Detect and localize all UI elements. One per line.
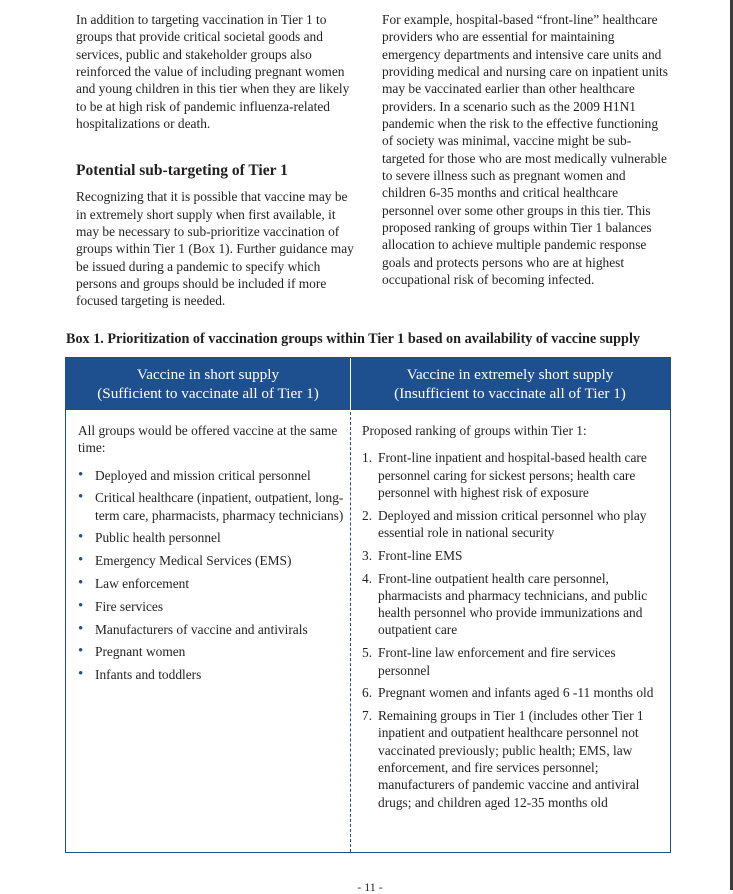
list-item	[78, 529, 344, 546]
bullet-icon: •	[78, 575, 84, 592]
header-extremely-short-supply-subtitle: (Insufficient to vaccinate all of Tier 1)	[394, 384, 626, 402]
bullet-icon: •	[78, 466, 84, 483]
intro-paragraph: In addition to targeting vaccination in Tier 1 to groups that provide critical societal goods and services, public and stakeholder groups also reinforced the value of including pregnant women and young children in this tier when they are likely to be at high risk of pandemic influenza-related hospitalizations or death.	[76, 12, 350, 132]
bullet-icon: •	[78, 643, 84, 660]
list-item	[78, 621, 344, 638]
header-short-supply	[66, 358, 350, 410]
left-text-column	[76, 11, 358, 310]
rank-text: Front-line outpatient health care personnel, pharmacists and pharmacy technicians, and public health personnel who provide immunizations and outpatient care	[378, 570, 648, 638]
prioritization-box	[65, 357, 671, 853]
list-item	[362, 449, 662, 501]
rank-number: 5.	[362, 645, 373, 661]
rank-number: 4.	[362, 570, 373, 586]
short-supply-group-list	[78, 467, 344, 684]
column-divider	[350, 412, 351, 852]
list-item	[362, 684, 662, 701]
box-header	[66, 358, 670, 410]
list-item	[78, 489, 344, 524]
box-title: Box 1. Prioritization of vaccination groups within Tier 1 based on availability of vaccine supply	[66, 331, 640, 347]
bullet-icon: •	[78, 597, 84, 614]
list-item-text: Deployed and mission critical personnel	[95, 467, 311, 483]
rank-text: Pregnant women and infants aged 6 -11 months old	[378, 685, 654, 701]
list-item	[78, 643, 344, 660]
list-item	[78, 467, 344, 484]
sub-targeting-paragraph: Recognizing that it is possible that vaccine may be in extremely short supply when first available, it may be necessary to sub-prioritize vaccination of groups within Tier 1 (Box 1). Further guidance may be issued during a pandemic to specify which persons and groups should be included if more focused targeting is needed.	[76, 189, 354, 309]
rank-text: Front-line EMS	[378, 547, 463, 563]
bullet-icon: •	[78, 552, 84, 569]
right-text-column	[382, 11, 672, 289]
list-item-text: Law enforcement	[95, 576, 190, 592]
header-short-supply-subtitle: (Sufficient to vaccinate all of Tier 1)	[97, 384, 319, 402]
list-item	[78, 552, 344, 569]
list-item-text: Infants and toddlers	[95, 667, 202, 683]
rank-text: Remaining groups in Tier 1 (includes other Tier 1 inpatient and outpatient healthcare personnel not vaccinated previously; public health; EMS, law enforcement, and fire services personnel; manufacturers of pandemic vaccine and antiviral drugs; and children aged 12-35 months old	[378, 708, 644, 810]
list-item	[362, 547, 662, 564]
rank-number: 1.	[362, 450, 373, 466]
section-heading: Potential sub-targeting of Tier 1	[76, 162, 288, 180]
rank-text: Deployed and mission critical personnel who play essential role in national security	[378, 507, 647, 540]
rank-number: 6.	[362, 685, 373, 701]
rank-text: Front-line law enforcement and fire services personnel	[378, 645, 616, 678]
short-supply-intro: All groups would be offered vaccine at the same time:	[78, 423, 338, 456]
list-item-text: Public health personnel	[95, 530, 221, 546]
page-number: - 11 -	[357, 880, 383, 894]
header-extremely-short-supply-title: Vaccine in extremely short supply	[406, 366, 614, 383]
rank-text: Front-line inpatient and hospital-based health care personnel caring for sickest persons; health care personnel with highest risk of exposure	[378, 450, 647, 500]
ranking-intro: Proposed ranking of groups within Tier 1:	[362, 423, 587, 438]
list-item	[362, 707, 662, 811]
list-item-text: Manufacturers of vaccine and antivirals	[95, 621, 308, 637]
ranking-list	[362, 449, 662, 811]
bullet-icon: •	[78, 666, 84, 683]
list-item	[78, 598, 344, 615]
extremely-short-supply-column	[362, 422, 662, 816]
header-extremely-short-supply	[350, 358, 670, 410]
list-item	[78, 666, 344, 683]
rank-number: 3.	[362, 547, 373, 563]
rank-number: 2.	[362, 507, 373, 523]
short-supply-column	[78, 422, 344, 689]
list-item-text: Critical healthcare (inpatient, outpatient, long-term care, pharmacists, pharmacy technicians)	[95, 490, 344, 523]
bullet-icon: •	[78, 620, 84, 637]
list-item	[362, 570, 662, 639]
list-item	[362, 644, 662, 679]
list-item	[362, 507, 662, 542]
list-item	[78, 575, 344, 592]
rank-number: 7.	[362, 708, 373, 724]
list-item-text: Fire services	[95, 598, 164, 614]
list-item-text: Emergency Medical Services (EMS)	[95, 553, 292, 569]
list-item-text: Pregnant women	[95, 644, 186, 660]
bullet-icon: •	[78, 529, 84, 546]
header-short-supply-title: Vaccine in short supply	[136, 366, 280, 383]
bullet-icon: •	[78, 489, 84, 506]
example-paragraph: For example, hospital-based “front-line” healthcare providers who are essential for maintaining emergency departments and intensive care units and providing medical and nursing care on inpatient units may be vaccinated earlier than other healthcare providers. In a scenario such as the 2009 H1N1 pandemic when the risk to the effective functioning of society was minimal, vaccine might be sub-targeted for those who are most medically vulnerable to severe illness such as pregnant women and children 6-35 months and critical healthcare personnel over some other groups in this tier. This proposed ranking of groups within Tier 1 balances allocation to achieve multiple pandemic response goals and protects persons who are at highest occupational risk of becoming infected.	[382, 12, 668, 288]
